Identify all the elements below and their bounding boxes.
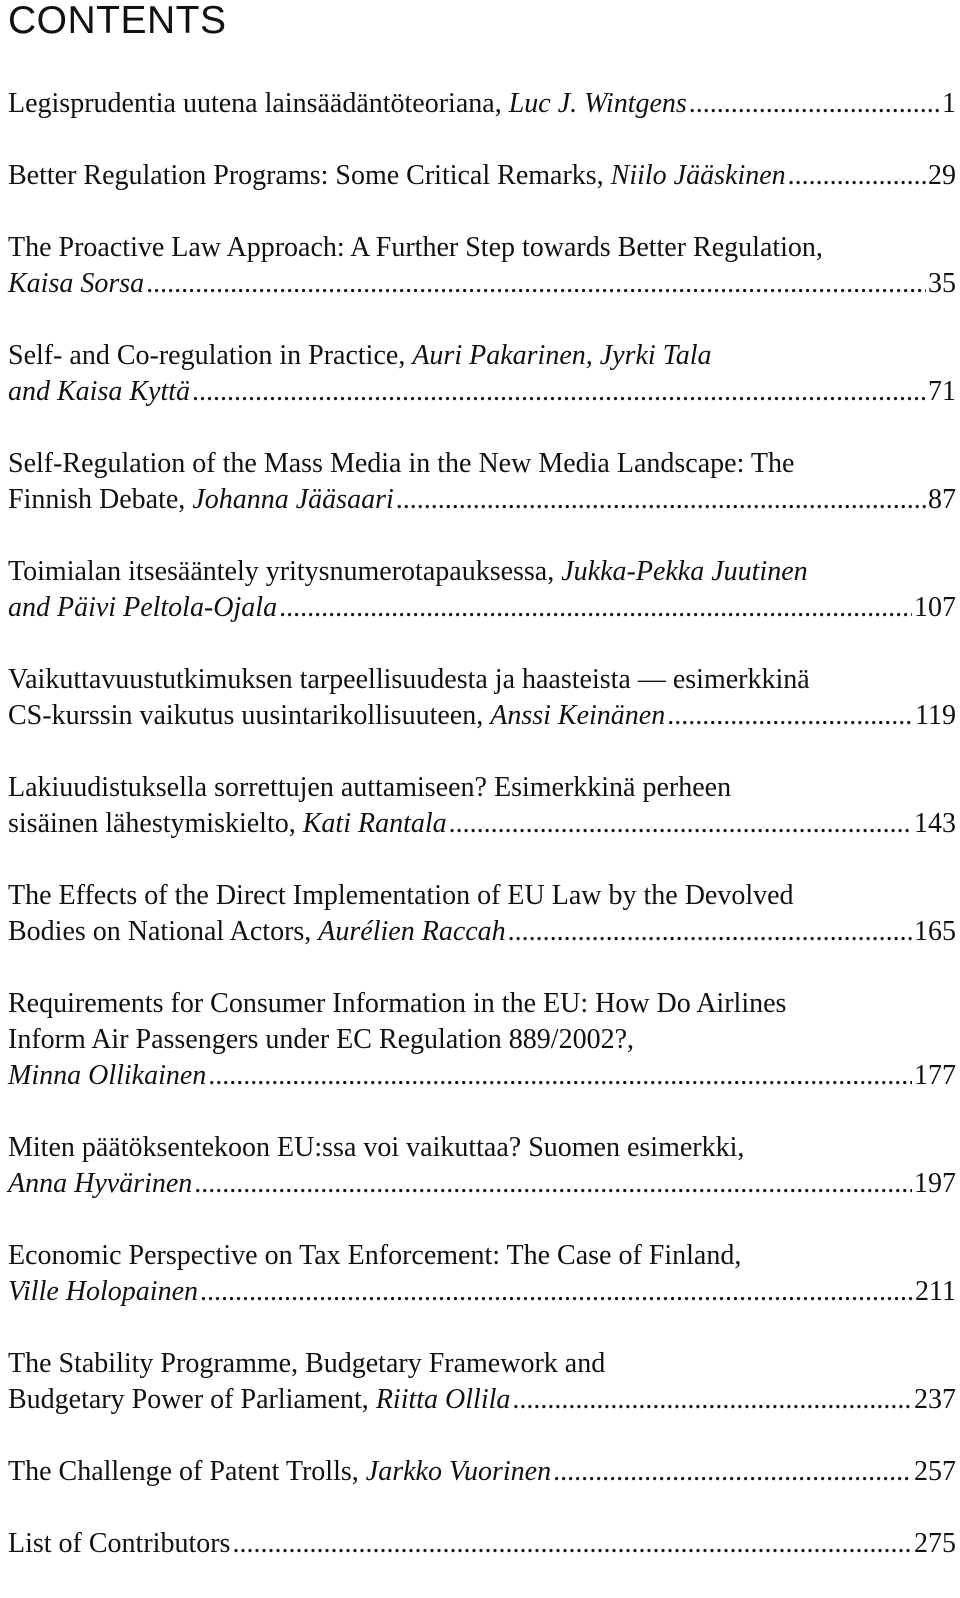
toc-page-number: 1 — [942, 88, 956, 119]
toc-entry-title-line — [8, 338, 956, 374]
dot-leader — [200, 1274, 913, 1310]
toc-entry[interactable] — [8, 446, 956, 518]
toc-entry[interactable] — [8, 1238, 956, 1310]
toc-author: Jarkko Vuorinen — [365, 1456, 552, 1487]
toc-title-text — [8, 590, 277, 626]
toc-entry-last-line — [8, 1454, 956, 1490]
toc-entry-title-line — [8, 446, 956, 482]
dot-leader — [192, 374, 926, 410]
toc-page-number: 29 — [928, 160, 956, 191]
toc-page-number: 197 — [914, 1168, 956, 1199]
toc-author: Anssi Keinänen — [490, 700, 666, 731]
dot-leader — [146, 266, 926, 302]
toc-title-text: Bodies on National Actors, Aurélien Raccah — [8, 916, 506, 947]
toc-author: Kaisa Sorsa — [8, 268, 145, 299]
toc-entry-title-line — [8, 230, 956, 266]
toc-title-text — [8, 266, 144, 302]
toc-page-number: 237 — [914, 1384, 956, 1415]
toc-title-text — [8, 1058, 206, 1094]
dot-leader — [689, 86, 940, 122]
toc-title-text: Miten päätöksentekoon EU:ssa voi vaikuttaa? Suomen esimerkki, — [8, 1132, 745, 1163]
toc-author: Jukka-Pekka Juutinen — [561, 556, 808, 587]
toc-title-text: The Challenge of Patent Trolls, Jarkko Vuorinen — [8, 1456, 552, 1487]
toc-entry[interactable] — [8, 86, 956, 122]
toc-entry-last-line — [8, 1526, 956, 1562]
toc-author: Ville Holopainen — [8, 1276, 198, 1307]
toc-entry[interactable] — [8, 662, 956, 734]
toc-title-text: sisäinen lähestymiskielto, Kati Rantala — [8, 808, 447, 839]
dot-leader — [667, 698, 913, 734]
toc-entry-last-line — [8, 1058, 956, 1094]
toc-author: Riitta Ollila — [375, 1384, 511, 1415]
toc-entry[interactable] — [8, 554, 956, 626]
toc-entry-last-line — [8, 158, 956, 194]
toc-entry-title-line — [8, 554, 956, 590]
toc-entry-last-line — [8, 698, 956, 734]
toc-title-text — [8, 374, 190, 410]
dot-leader — [194, 1166, 912, 1202]
toc-title-text: Finnish Debate, Johanna Jääsaari — [8, 484, 394, 515]
toc-author: Auri Pakarinen, Jyrki Tala — [412, 340, 712, 371]
toc-title-text: Self- and Co-regulation in Practice, — [8, 340, 413, 371]
toc-author: Minna Ollikainen — [8, 1060, 207, 1091]
toc-author: and Päivi Peltola-Ojala — [8, 592, 278, 623]
toc-entry-last-line — [8, 1166, 956, 1202]
toc-title-text: List of Contributors — [8, 1528, 231, 1559]
toc-entry[interactable] — [8, 878, 956, 950]
toc-entry-last-line — [8, 914, 956, 950]
toc-title-text: The Proactive Law Approach: A Further Step towards Better Regulation, — [8, 232, 823, 263]
dot-leader — [396, 482, 926, 518]
toc-entry[interactable] — [8, 1526, 956, 1562]
toc-author: Kati Rantala — [302, 808, 447, 839]
toc-title-text — [8, 1274, 198, 1310]
dot-leader — [508, 914, 912, 950]
toc-entry-last-line — [8, 482, 956, 518]
toc-entry-title-line — [8, 1238, 956, 1274]
toc-page-number: 177 — [914, 1060, 956, 1091]
toc-author: and Kaisa Kyttä — [8, 376, 191, 407]
toc-author: Luc J. Wintgens — [508, 88, 687, 119]
toc-entry[interactable] — [8, 770, 956, 842]
toc-page-number: 35 — [928, 268, 956, 299]
toc-entry-last-line — [8, 266, 956, 302]
dot-leader — [553, 1454, 912, 1490]
toc-page-number: 71 — [928, 376, 956, 407]
toc-entry[interactable] — [8, 986, 956, 1094]
toc-author: Anna Hyvärinen — [8, 1168, 193, 1199]
page-title: CONTENTS — [8, 0, 227, 42]
toc-title-text: Toimialan itsesääntely yritysnumerotapauksessa, — [8, 556, 562, 587]
toc-page-number: 107 — [914, 592, 956, 623]
toc-entry-title-line — [8, 1022, 956, 1058]
toc-entry-last-line — [8, 374, 956, 410]
toc-author: Aurélien Raccah — [318, 916, 506, 947]
toc-entry[interactable] — [8, 1130, 956, 1202]
toc-entry-title-line — [8, 1130, 956, 1166]
toc-entry-title-line — [8, 662, 956, 698]
toc-page-number: 87 — [928, 484, 956, 515]
toc-entry-title-line — [8, 1346, 956, 1382]
dot-leader — [279, 590, 912, 626]
toc-title-text: Legisprudentia uutena lainsäädäntöteoriana, Luc J. Wintgens — [8, 88, 687, 119]
toc-entry-title-line — [8, 986, 956, 1022]
toc-title-text: Better Regulation Programs: Some Critical Remarks, Niilo Jääskinen — [8, 160, 786, 191]
toc-author: Johanna Jääsaari — [192, 484, 394, 515]
toc-entry-last-line — [8, 1382, 956, 1418]
toc-author: Niilo Jääskinen — [610, 160, 786, 191]
toc-title-text: Vaikuttavuustutkimuksen tarpeellisuudesta ja haasteista — esimerkkinä — [8, 664, 810, 695]
toc-entry[interactable] — [8, 158, 956, 194]
dot-leader — [232, 1526, 912, 1562]
table-of-contents — [8, 86, 956, 1598]
toc-entry-last-line — [8, 806, 956, 842]
toc-title-text: CS-kurssin vaikutus uusintarikollisuuteen, Anssi Keinänen — [8, 700, 666, 731]
toc-entry-last-line — [8, 1274, 956, 1310]
toc-title-text: Requirements for Consumer Information in the EU: How Do Airlines — [8, 988, 787, 1019]
toc-title-text: The Stability Programme, Budgetary Framework and — [8, 1348, 606, 1379]
toc-page-number: 143 — [914, 808, 956, 839]
dot-leader — [208, 1058, 912, 1094]
toc-entry-last-line — [8, 86, 956, 122]
toc-entry[interactable] — [8, 1346, 956, 1418]
toc-title-text: The Effects of the Direct Implementation of EU Law by the Devolved — [8, 880, 794, 911]
dot-leader — [449, 806, 912, 842]
toc-page-number: 165 — [914, 916, 956, 947]
toc-page-number: 211 — [915, 1276, 956, 1307]
toc-title-text: Lakiuudistuksella sorrettujen auttamiseen? Esimerkkinä perheen — [8, 772, 732, 803]
toc-title-text: Inform Air Passengers under EC Regulation 889/2002?, — [8, 1024, 635, 1055]
toc-entry[interactable] — [8, 1454, 956, 1490]
toc-entry-last-line — [8, 590, 956, 626]
toc-title-text: Self-Regulation of the Mass Media in the New Media Landscape: The — [8, 448, 795, 479]
toc-page-number: 257 — [914, 1456, 956, 1487]
toc-title-text: Economic Perspective on Tax Enforcement: The Case of Finland, — [8, 1240, 742, 1271]
toc-entry-title-line — [8, 770, 956, 806]
toc-page-number: 275 — [914, 1528, 956, 1559]
toc-entry[interactable] — [8, 230, 956, 302]
toc-title-text: Budgetary Power of Parliament, Riitta Ollila — [8, 1384, 511, 1415]
toc-entry-title-line — [8, 878, 956, 914]
dot-leader — [512, 1382, 912, 1418]
dot-leader — [788, 158, 926, 194]
toc-entry[interactable] — [8, 338, 956, 410]
toc-title-text — [8, 1166, 192, 1202]
toc-page-number: 119 — [915, 700, 956, 731]
